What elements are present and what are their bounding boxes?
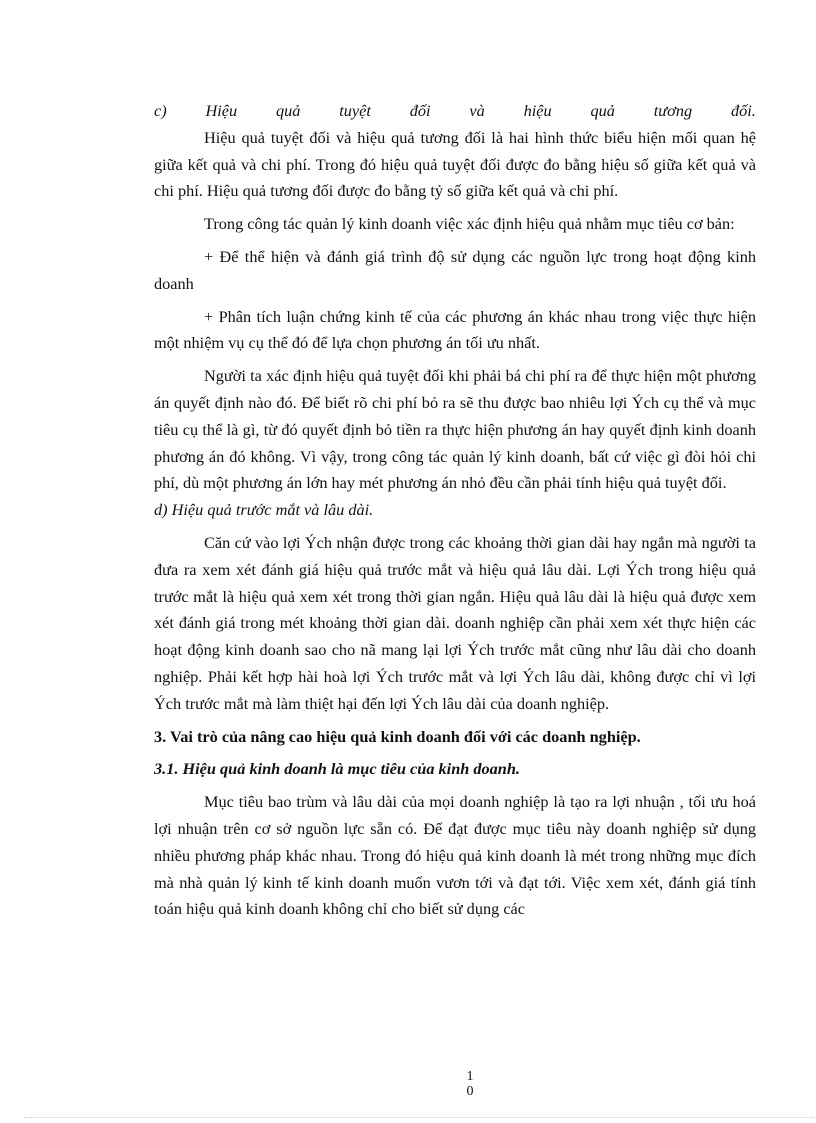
heading-word: quả: [590, 101, 615, 120]
heading-word: hiệu: [523, 101, 552, 120]
document-body: [154, 98, 756, 923]
section-3-1-heading: 3.1. Hiệu quả kinh doanh là mục tiêu của kinh doanh.: [154, 759, 520, 779]
section-3-heading: 3. Vai trò của nâng cao hiệu quả kinh doanh đối với các doanh nghiệp.: [154, 726, 641, 746]
heading-word: quả: [276, 101, 301, 120]
footer-divider: [24, 1117, 814, 1118]
heading-word: Hiệu: [205, 101, 238, 120]
page-number-line: 0: [466, 1084, 474, 1099]
heading-word: tương: [653, 101, 693, 120]
heading-word: tuyệt: [339, 101, 371, 120]
page-number-line: 1: [466, 1069, 474, 1084]
section-c-heading: [154, 98, 756, 125]
paragraph: + Phân tích luận chứng kinh tế của các phương án khác nhau trong việc thực hiện một nhiệm vụ cụ thể đó để lựa chọn phương án tối ưu nhất.: [154, 306, 756, 353]
heading-word: và: [469, 101, 485, 120]
paragraph: Căn cứ vào lợi Ých nhận được trong các khoảng thời gian dài hay ngắn mà người ta đưa ra xem xét đánh giá hiệu quả trước mắt và hiệu quả lâu dài. Lợi Ých trong hiệu quả trước mắt là hiệu quả xem xét trong thời gian ngắn. Hiệu quả lâu dài là hiệu quả được xem xét đánh giá trong mét khoảng thời gian dài. doanh nghiệp cần phải xem xét thực hiện các hoạt động kinh doanh sao cho nã mang lại lợi Ých trước mắt cũng như lâu dài cho doanh nghiệp. Phải kết hợp hài hoà lợi Ých trước mắt và lợi Ých lâu dài, không được chỉ vì lợi Ých trước mắt mà làm thiệt hại đến lợi Ých lâu dài của doanh nghiệp.: [154, 532, 756, 713]
heading-word: đối.: [730, 101, 756, 120]
paragraph: Hiệu quả tuyệt đối và hiệu quả tương đối là hai hình thức biểu hiện mối quan hệ giữa kết quả và chi phí. Trong đó hiệu quả tuyệt đối được đo bằng hiệu số giữa kết quả và chi phí. Hiệu quả tương đối được đo bằng tỷ số giữa kết quả và chi phí.: [154, 127, 756, 201]
paragraph: + Để thể hiện và đánh giá trình độ sử dụng các nguồn lực trong hoạt động kinh doanh: [154, 246, 756, 293]
heading-word: đối: [409, 101, 431, 120]
paragraph: Người ta xác định hiệu quả tuyệt đối khi phải bá chi phí ra để thực hiện một phương án quyết định nào đó. Để biết rõ chi phí bỏ ra sẽ thu được bao nhiêu lợi Ých cụ thể và mục tiêu cụ thể là gì, từ đó quyết định bỏ tiền ra thực hiện phương án hay quyết định kinh doanh phương án đó không. Vì vậy, trong công tác quản lý kinh doanh, bất cứ việc gì đòi hỏi chi phí, dù một phương án lớn hay mét phương án nhỏ đều cần phải tính hiệu quả tuyệt đối.: [154, 366, 756, 493]
paragraph: Mục tiêu bao trùm và lâu dài của mọi doanh nghiệp là tạo ra lợi nhuận , tối ưu hoá lợi nhuận trên cơ sở nguồn lực sẵn có. Để đạt được mục tiêu này doanh nghiệp sử dụng nhiều phương pháp khác nhau. Trong đó hiệu quả kinh doanh là mét trong những mục đích mà nhà quản lý kinh tế kinh doanh muốn vươn tới và đạt tới. Việc xem xét, đánh giá tính toán hiệu quả kinh doanh không chỉ cho biết sử dụng các: [154, 792, 756, 919]
section-d-heading: d) Hiệu quả trước mắt và lâu dài.: [154, 500, 374, 520]
page-number: [458, 1069, 482, 1099]
paragraph: Trong công tác quản lý kinh doanh việc xác định hiệu quả nhằm mục tiêu cơ bản:: [204, 214, 735, 234]
heading-word: c): [154, 101, 167, 120]
